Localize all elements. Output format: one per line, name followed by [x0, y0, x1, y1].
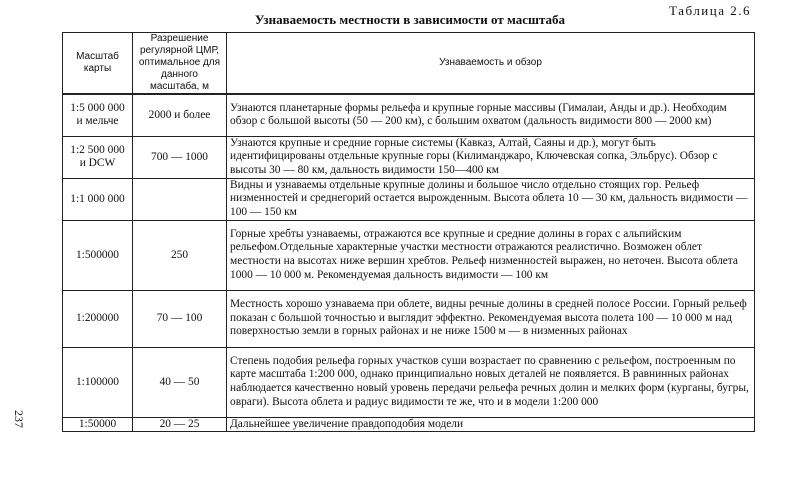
cell-resolution: 700 — 1000 [133, 136, 227, 178]
cell-scale: 1:2 500 000 и DCW [63, 136, 133, 178]
table-row [63, 417, 755, 432]
cell-scale: 1:50000 [63, 417, 133, 432]
cell-description: Узнаются планетарные формы рельефа и крупные горные массивы (Гималаи, Анды и др.). Необходим обзор с большой высоты (50 — 200 км), с большим охватом (дальность видимости 800 — 2000 км) [227, 94, 755, 136]
cell-scale: 1:100000 [63, 347, 133, 417]
table-number-label: Таблица 2.6 [669, 3, 751, 18]
cell-scale: 1:5 000 000 и мельче [63, 94, 133, 136]
table-row [63, 347, 755, 417]
cell-description: Степень подобия рельефа горных участков суши возрастает по сравнению с рельефом, построенным по карте масштаба 1:200 000, однако принципиально новых деталей не появляется. В равнинных районах наблюдается качественно новый уровень передачи рельефа речных долин и мелких форм (курганы, бугры, овраги). Высота облета и радиус видимости те же, что и в модели 1:200 000 [227, 347, 755, 417]
cell-resolution: 250 [133, 220, 227, 290]
header-row [63, 33, 755, 95]
cell-resolution: 20 — 25 [133, 417, 227, 432]
page-number: 237 [12, 410, 26, 428]
table-row [63, 290, 755, 347]
table-row [63, 220, 755, 290]
table-row [63, 94, 755, 136]
table-row [63, 136, 755, 178]
header-recognition: Узнаваемость и обзор [227, 33, 755, 95]
header-resolution: Разрешение регулярной ЦМР, оптимальное для данного масштаба, м [133, 33, 227, 95]
cell-scale: 1:500000 [63, 220, 133, 290]
cell-scale: 1:1 000 000 [63, 178, 133, 220]
cell-description: Местность хорошо узнаваема при облете, видны речные долины в средней полосе России. Горный рельеф показан с большой точностью и выглядит эффектно. Рекомендуемая высота полета 100 — 10 000 м над поверхностью земли в горных районах и не ниже 1500 м — в низменных районах [227, 290, 755, 347]
cell-resolution: 70 — 100 [133, 290, 227, 347]
recognition-table [62, 32, 755, 432]
cell-scale: 1:200000 [63, 290, 133, 347]
cell-description: Дальнейшее увеличение правдоподобия модели [227, 417, 755, 432]
cell-description: Горные хребты узнаваемы, отражаются все крупные и средние долины в горах с альпийским рельефом.Отдельные характерные участки местности отражаются реалистично. Возможен облет местности на высотах ниже вершин хребтов. Рельеф низменностей выражен, но неточен. Высота облета 1000 — 10 000 м. Рекомендуемая дальность видимости — 100 км [227, 220, 755, 290]
table-title: Узнаваемость местности в зависимости от масштаба [254, 12, 566, 27]
header-scale: Масштаб карты [63, 33, 133, 95]
cell-description: Узнаются крупные и средние горные системы (Кавказ, Алтай, Саяны и др.), могут быть идентифицированы отдельные крупные горы (Килиманджаро, Ключевская сопка, Эльбрус). Обзор с высоты 30 — 80 км, дальность видимости 150—400 км [227, 136, 755, 178]
cell-resolution: 40 — 50 [133, 347, 227, 417]
cell-description: Видны и узнаваемы отдельные крупные долины и большое число отдельно стоящих гор. Рельеф низменностей и среднегорий остается вырожденным. Высота облета 10 — 30 км, дальность видимости — 100 — 150 км [227, 178, 755, 220]
cell-resolution: 2000 и более [133, 94, 227, 136]
table-row [63, 178, 755, 220]
cell-resolution [133, 178, 227, 220]
